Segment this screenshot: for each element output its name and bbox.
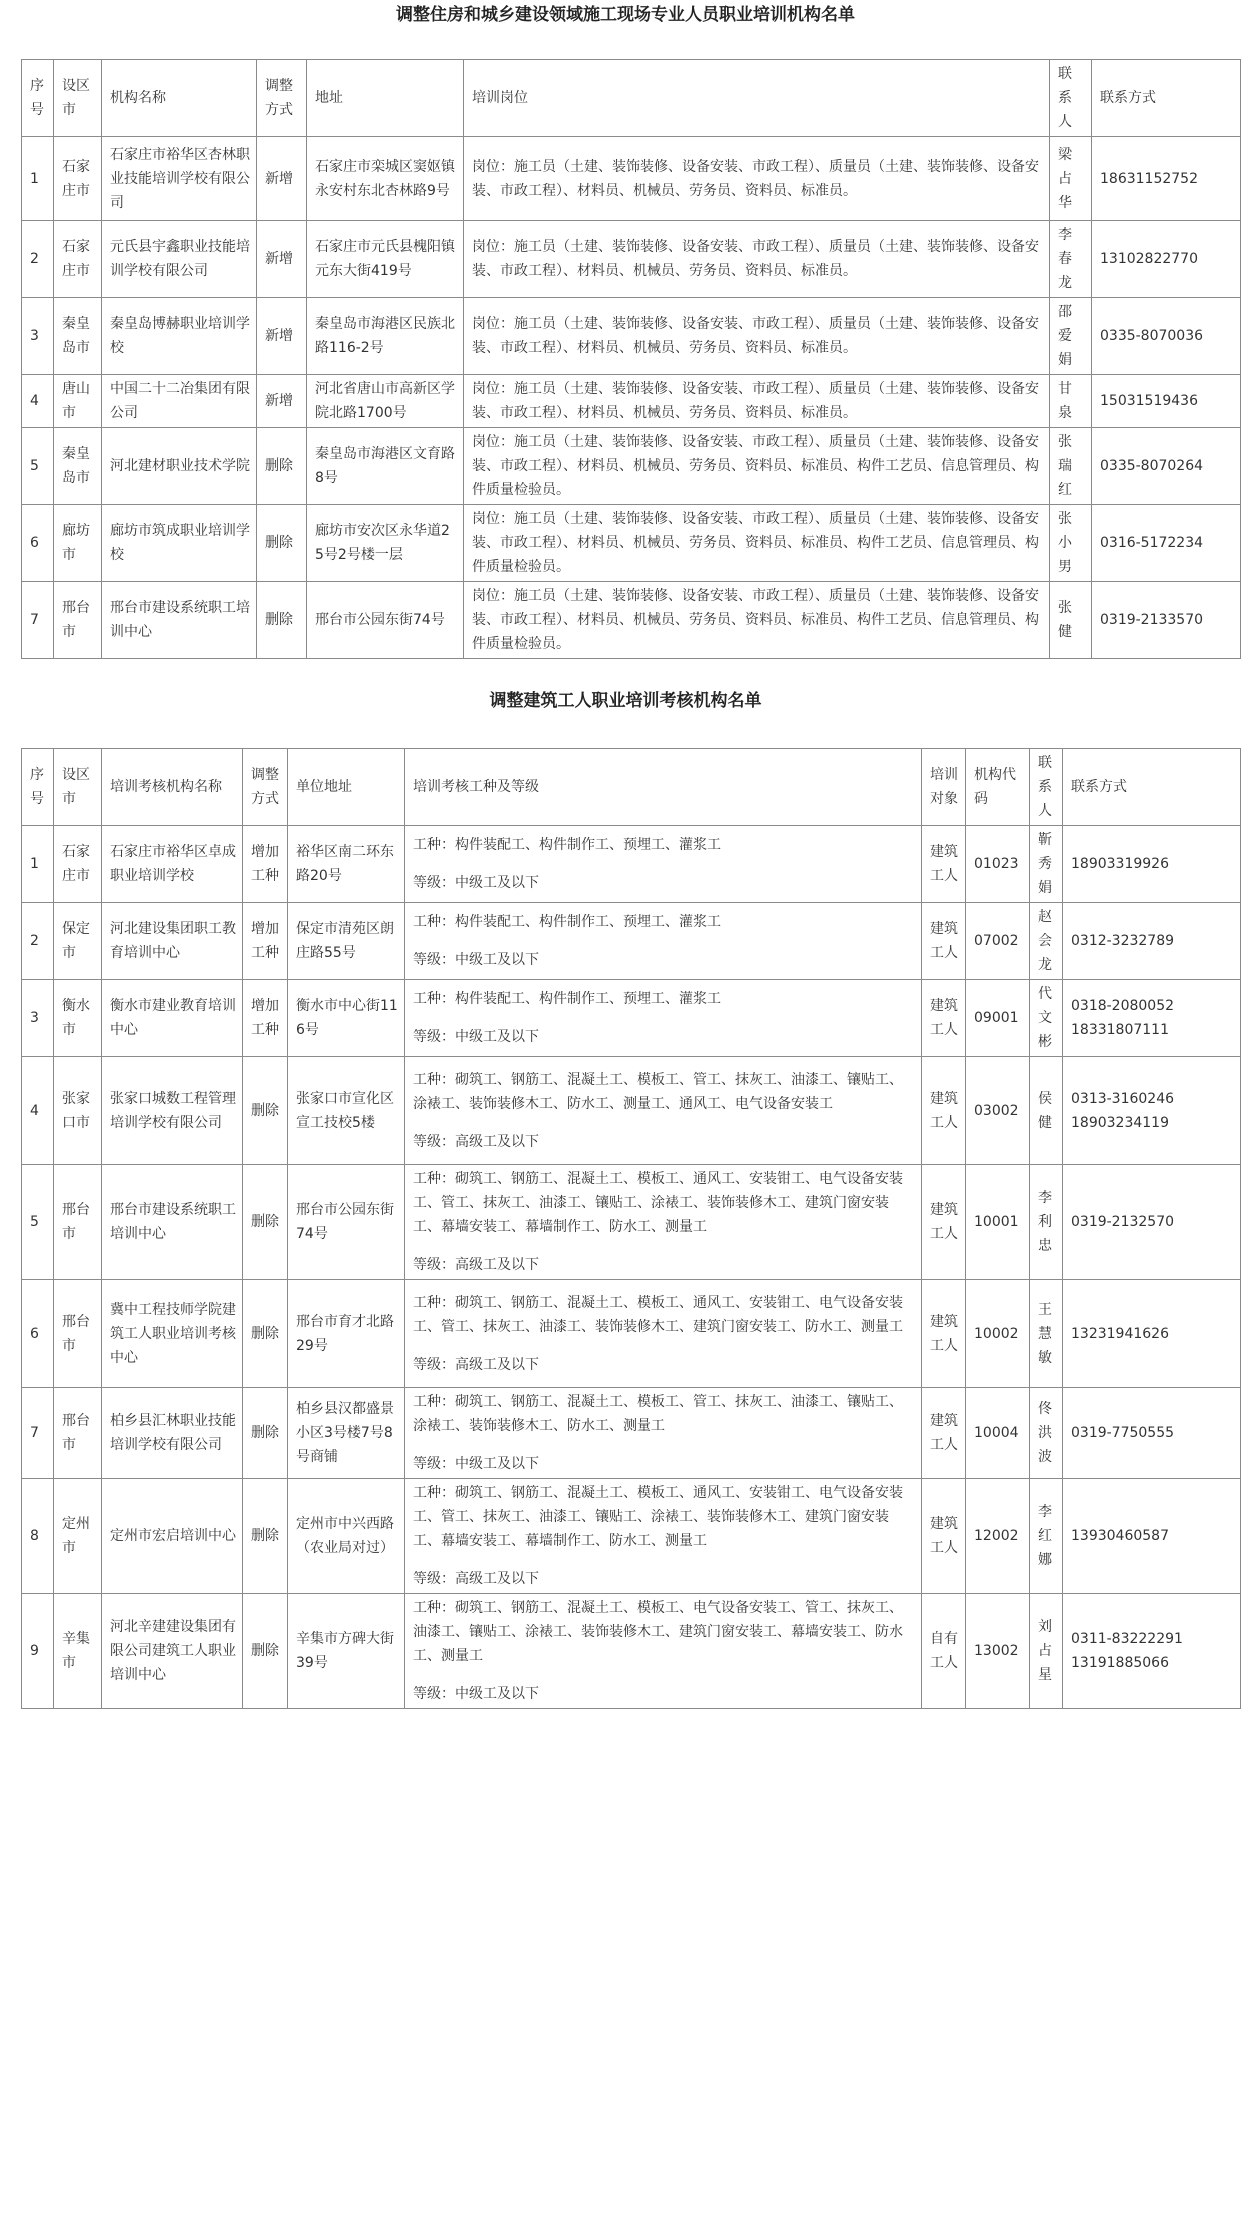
table2-cell: 李红娜 xyxy=(1030,1479,1063,1594)
table2-row xyxy=(22,980,1241,1057)
table2-cell: 衡水市 xyxy=(54,980,102,1057)
table2-cell: 13231941626 xyxy=(1063,1280,1241,1388)
table1-header-cell: 联系方式 xyxy=(1092,60,1241,137)
table1-cell: 秦皇岛市海港区民族北路116-2号 xyxy=(307,298,464,375)
table2-cell: 张家口市 xyxy=(54,1057,102,1165)
table2-cell: 删除 xyxy=(243,1057,288,1165)
table1-row xyxy=(22,505,1241,582)
table2-cell xyxy=(1063,1057,1241,1165)
table1-cell: 3 xyxy=(22,298,54,375)
table1-header-cell: 地址 xyxy=(307,60,464,137)
table1-cell: 梁占华 xyxy=(1050,137,1092,221)
cell-line: 工种：砌筑工、钢筋工、混凝土工、模板工、管工、抹灰工、油漆工、镶贴工、涂裱工、装饰装修木工、防水工、测量工 xyxy=(413,1394,903,1434)
table1-cell: 新增 xyxy=(257,298,307,375)
table2-cell: 柏乡县汇林职业技能培训学校有限公司 xyxy=(102,1388,243,1479)
table2-cell: 建筑工人 xyxy=(922,903,966,980)
cell-line: 工种：构件装配工、构件制作工、预埋工、灌浆工 xyxy=(413,991,721,1007)
table2-header-cell: 序号 xyxy=(22,749,54,826)
table2-row xyxy=(22,1057,1241,1165)
table1-cell: 删除 xyxy=(257,582,307,659)
table2-cell: 冀中工程技师学院建筑工人职业培训考核中心 xyxy=(102,1280,243,1388)
table2-cell: 衡水市中心街116号 xyxy=(288,980,405,1057)
table1-cell: 邢台市 xyxy=(54,582,102,659)
table1-cell: 元氏县宇鑫职业技能培训学校有限公司 xyxy=(102,221,257,298)
table2-cell: 09001 xyxy=(966,980,1030,1057)
table1-cell: 岗位：施工员（土建、装饰装修、设备安装、市政工程）、质量员（土建、装饰装修、设备安装、市政工程）、材料员、机械员、劳务员、资料员、标准员、构件工艺员、信息管理员、构件质量检验员。 xyxy=(464,582,1050,659)
table2-cell: 邢台市 xyxy=(54,1388,102,1479)
cell-line: 等级：中级工及以下 xyxy=(413,1686,539,1702)
table2-cell: 6 xyxy=(22,1280,54,1388)
table1-cell: 18631152752 xyxy=(1092,137,1241,221)
table2-cell xyxy=(405,826,922,903)
table2-cell: 建筑工人 xyxy=(922,826,966,903)
table2-cell: 代文彬 xyxy=(1030,980,1063,1057)
table2-cell: 王慧敏 xyxy=(1030,1280,1063,1388)
table1-cell: 秦皇岛博赫职业培训学校 xyxy=(102,298,257,375)
table2-cell: 保定市 xyxy=(54,903,102,980)
table2-cell: 删除 xyxy=(243,1594,288,1709)
line-gap xyxy=(413,1239,915,1253)
table1-cell: 删除 xyxy=(257,505,307,582)
table1-cell: 石家庄市裕华区杏林职业技能培训学校有限公司 xyxy=(102,137,257,221)
table2-header-cell: 联系人 xyxy=(1030,749,1063,826)
table2-cell xyxy=(405,1594,922,1709)
table2-cell: 李利忠 xyxy=(1030,1165,1063,1280)
table1-cell: 河北建材职业技术学院 xyxy=(102,428,257,505)
table2-cell: 10001 xyxy=(966,1165,1030,1280)
table2-cell: 增加工种 xyxy=(243,826,288,903)
table2-header-cell: 培训考核工种及等级 xyxy=(405,749,922,826)
table2-header-cell: 机构代码 xyxy=(966,749,1030,826)
table2-cell: 0312-3232789 xyxy=(1063,903,1241,980)
line-gap xyxy=(413,1011,915,1025)
cell-line: 工种：砌筑工、钢筋工、混凝土工、模板工、电气设备安装工、管工、抹灰工、油漆工、镶贴工、涂裱工、装饰装修木工、建筑门窗安装工、幕墙安装工、防水工、测量工 xyxy=(413,1600,903,1664)
table2-cell: 辛集市 xyxy=(54,1594,102,1709)
cell-line: 等级：高级工及以下 xyxy=(413,1133,539,1150)
table1-cell: 岗位：施工员（土建、装饰装修、设备安装、市政工程）、质量员（土建、装饰装修、设备安装、市政工程）、材料员、机械员、劳务员、资料员、标准员。 xyxy=(464,137,1050,221)
table1-cell: 新增 xyxy=(257,137,307,221)
training-institutions-table xyxy=(21,59,1241,659)
cell-line: 等级：高级工及以下 xyxy=(413,1571,539,1587)
table2-cell: 定州市宏启培训中心 xyxy=(102,1479,243,1594)
table2-cell xyxy=(405,1388,922,1479)
cell-line: 13191885066 xyxy=(1071,1655,1169,1671)
table2-cell: 增加工种 xyxy=(243,980,288,1057)
cell-line: 工种：砌筑工、钢筋工、混凝土工、模板工、通风工、安装钳工、电气设备安装工、管工、抹灰工、油漆工、镶贴工、涂裱工、装饰装修木工、建筑门窗安装工、幕墙安装工、幕墙制作工、防水工、测量工 xyxy=(413,1485,903,1549)
table1-row xyxy=(22,582,1241,659)
cell-line: 18331807111 xyxy=(1071,1022,1169,1038)
table1-cell: 河北省唐山市高新区学院北路1700号 xyxy=(307,375,464,428)
table2-header-cell: 调整方式 xyxy=(243,749,288,826)
table2-cell: 张家口市宣化区宣工技校5楼 xyxy=(288,1057,405,1165)
table1-cell: 张健 xyxy=(1050,582,1092,659)
table1-cell: 李春龙 xyxy=(1050,221,1092,298)
cell-line: 等级：中级工及以下 xyxy=(413,875,539,891)
table1-cell: 甘泉 xyxy=(1050,375,1092,428)
cell-line: 等级：高级工及以下 xyxy=(413,1356,539,1373)
table2-cell: 7 xyxy=(22,1388,54,1479)
cell-line: 等级：中级工及以下 xyxy=(413,1029,539,1045)
table1-header-cell: 调整方式 xyxy=(257,60,307,137)
table2-cell: 裕华区南二环东路20号 xyxy=(288,826,405,903)
table2-cell: 删除 xyxy=(243,1280,288,1388)
table2-cell: 河北辛建建设集团有限公司建筑工人职业培训中心 xyxy=(102,1594,243,1709)
table1-cell: 张瑞红 xyxy=(1050,428,1092,505)
cell-line: 等级：高级工及以下 xyxy=(413,1257,539,1273)
table2-header-cell: 单位地址 xyxy=(288,749,405,826)
table1-cell: 秦皇岛市 xyxy=(54,428,102,505)
table1-row xyxy=(22,428,1241,505)
table2-cell: 10004 xyxy=(966,1388,1030,1479)
table2-cell xyxy=(405,1165,922,1280)
table1-row xyxy=(22,375,1241,428)
table2-cell: 建筑工人 xyxy=(922,980,966,1057)
table1-cell: 新增 xyxy=(257,221,307,298)
table2-cell: 柏乡县汉都盛景小区3号楼7号8号商铺 xyxy=(288,1388,405,1479)
table2-cell: 建筑工人 xyxy=(922,1165,966,1280)
table2-cell: 靳秀娟 xyxy=(1030,826,1063,903)
table1-cell: 0335-8070264 xyxy=(1092,428,1241,505)
table2-cell: 自有工人 xyxy=(922,1594,966,1709)
table1-row xyxy=(22,137,1241,221)
table1-cell: 2 xyxy=(22,221,54,298)
table2-cell: 刘占星 xyxy=(1030,1594,1063,1709)
table1-cell: 1 xyxy=(22,137,54,221)
table2-row xyxy=(22,903,1241,980)
table1-header-cell: 联系人 xyxy=(1050,60,1092,137)
line-gap xyxy=(413,1339,915,1353)
table2-row xyxy=(22,1594,1241,1709)
table1-cell: 廊坊市安次区永华道25号2号楼一层 xyxy=(307,505,464,582)
table1-header-cell: 序号 xyxy=(22,60,54,137)
table2-cell xyxy=(1063,1594,1241,1709)
table2-cell: 10002 xyxy=(966,1280,1030,1388)
table1-cell: 邢台市公园东街74号 xyxy=(307,582,464,659)
table1-cell: 廊坊市筑成职业培训学校 xyxy=(102,505,257,582)
table2-header-cell: 培训考核机构名称 xyxy=(102,749,243,826)
table1-cell: 石家庄市 xyxy=(54,221,102,298)
table1-cell: 石家庄市栾城区窦妪镇永安村东北杏林路9号 xyxy=(307,137,464,221)
table1-cell: 7 xyxy=(22,582,54,659)
table1-cell: 删除 xyxy=(257,428,307,505)
table2-cell: 建筑工人 xyxy=(922,1479,966,1594)
cell-line: 等级：中级工及以下 xyxy=(413,1456,539,1472)
table1-cell: 邵爱娟 xyxy=(1050,298,1092,375)
table1-cell: 新增 xyxy=(257,375,307,428)
table1-cell: 0335-8070036 xyxy=(1092,298,1241,375)
table2-cell: 建筑工人 xyxy=(922,1057,966,1165)
cell-line: 工种：构件装配工、构件制作工、预埋工、灌浆工 xyxy=(413,914,721,930)
line-gap xyxy=(413,1668,915,1682)
table2-cell: 石家庄市裕华区卓成职业培训学校 xyxy=(102,826,243,903)
table2-cell: 河北建设集团职工教育培训中心 xyxy=(102,903,243,980)
table2-cell: 删除 xyxy=(243,1479,288,1594)
table2-title: 调整建筑工人职业培训考核机构名单 xyxy=(489,691,762,711)
table2-cell: 辛集市方碑大街39号 xyxy=(288,1594,405,1709)
table1-cell: 13102822770 xyxy=(1092,221,1241,298)
table2-header-cell: 培训对象 xyxy=(922,749,966,826)
table1-cell: 秦皇岛市 xyxy=(54,298,102,375)
table2-cell: 删除 xyxy=(243,1388,288,1479)
table1-cell: 岗位：施工员（土建、装饰装修、设备安装、市政工程）、质量员（土建、装饰装修、设备安装、市政工程）、材料员、机械员、劳务员、资料员、标准员、构件工艺员、信息管理员、构件质量检验员。 xyxy=(464,505,1050,582)
table2-header-cell: 设区市 xyxy=(54,749,102,826)
table1-cell: 石家庄市元氏县槐阳镇元东大街419号 xyxy=(307,221,464,298)
table1-cell: 秦皇岛市海港区文育路8号 xyxy=(307,428,464,505)
cell-line: 工种：砌筑工、钢筋工、混凝土工、模板工、通风工、安装钳工、电气设备安装工、管工、抹灰工、油漆工、装饰装修木工、建筑门窗安装工、防水工、测量工 xyxy=(413,1294,903,1335)
cell-line: 0311-83222291 xyxy=(1071,1631,1183,1647)
table1-row xyxy=(22,221,1241,298)
cell-line: 工种：砌筑工、钢筋工、混凝土工、模板工、管工、抹灰工、油漆工、镶贴工、涂裱工、装饰装修木工、防水工、测量工、通风工、电气设备安装工 xyxy=(413,1071,903,1112)
table2-row xyxy=(22,1165,1241,1280)
table2-cell: 8 xyxy=(22,1479,54,1594)
line-gap xyxy=(413,1553,915,1567)
table2-cell xyxy=(1063,980,1241,1057)
table1-cell: 岗位：施工员（土建、装饰装修、设备安装、市政工程）、质量员（土建、装饰装修、设备安装、市政工程）、材料员、机械员、劳务员、资料员、标准员。 xyxy=(464,375,1050,428)
table1-cell: 4 xyxy=(22,375,54,428)
table2-cell: 邢台市公园东街74号 xyxy=(288,1165,405,1280)
table2-cell: 邢台市 xyxy=(54,1280,102,1388)
table1-cell: 6 xyxy=(22,505,54,582)
table1-cell: 廊坊市 xyxy=(54,505,102,582)
table2-cell: 张家口城数工程管理培训学校有限公司 xyxy=(102,1057,243,1165)
table1-cell: 5 xyxy=(22,428,54,505)
table2-cell: 18903319926 xyxy=(1063,826,1241,903)
table2-cell: 3 xyxy=(22,980,54,1057)
table1-cell: 岗位：施工员（土建、装饰装修、设备安装、市政工程）、质量员（土建、装饰装修、设备安装、市政工程）、材料员、机械员、劳务员、资料员、标准员、构件工艺员、信息管理员、构件质量检验员。 xyxy=(464,428,1050,505)
table2-cell xyxy=(405,1280,922,1388)
table2-cell: 邢台市建设系统职工培训中心 xyxy=(102,1165,243,1280)
table2-cell: 定州市中兴西路（农业局对过） xyxy=(288,1479,405,1594)
table2-cell: 衡水市建业教育培训中心 xyxy=(102,980,243,1057)
table1-cell: 唐山市 xyxy=(54,375,102,428)
table1-cell: 0319-2133570 xyxy=(1092,582,1241,659)
table2-cell: 增加工种 xyxy=(243,903,288,980)
table2-cell: 定州市 xyxy=(54,1479,102,1594)
table1-row xyxy=(22,298,1241,375)
line-gap xyxy=(413,1116,915,1130)
table2-header-row xyxy=(22,749,1241,826)
table2-row xyxy=(22,1479,1241,1594)
table1-cell: 岗位：施工员（土建、装饰装修、设备安装、市政工程）、质量员（土建、装饰装修、设备安装、市政工程）、材料员、机械员、劳务员、资料员、标准员。 xyxy=(464,298,1050,375)
table1-cell: 15031519436 xyxy=(1092,375,1241,428)
table2-cell: 侯健 xyxy=(1030,1057,1063,1165)
table2-cell xyxy=(405,1479,922,1594)
table2-cell: 01023 xyxy=(966,826,1030,903)
table1-header-cell: 培训岗位 xyxy=(464,60,1050,137)
table1-cell: 邢台市建设系统职工培训中心 xyxy=(102,582,257,659)
table2-cell: 0319-7750555 xyxy=(1063,1388,1241,1479)
table1-cell: 石家庄市 xyxy=(54,137,102,221)
table1-cell: 中国二十二冶集团有限公司 xyxy=(102,375,257,428)
table2-cell: 1 xyxy=(22,826,54,903)
table1-cell: 张小男 xyxy=(1050,505,1092,582)
table2-row xyxy=(22,1388,1241,1479)
table2-cell: 13930460587 xyxy=(1063,1479,1241,1594)
table2-cell: 删除 xyxy=(243,1165,288,1280)
table2-cell: 建筑工人 xyxy=(922,1388,966,1479)
table2-cell: 5 xyxy=(22,1165,54,1280)
table2-cell: 07002 xyxy=(966,903,1030,980)
table1-title: 调整住房和城乡建设领域施工现场专业人员职业培训机构名单 xyxy=(396,5,855,25)
table2-cell: 石家庄市 xyxy=(54,826,102,903)
line-gap xyxy=(413,934,915,948)
table1-cell: 岗位：施工员（土建、装饰装修、设备安装、市政工程）、质量员（土建、装饰装修、设备安装、市政工程）、材料员、机械员、劳务员、资料员、标准员。 xyxy=(464,221,1050,298)
table2-cell: 赵会龙 xyxy=(1030,903,1063,980)
table2-cell xyxy=(405,980,922,1057)
table2-cell xyxy=(405,1057,922,1165)
table2-cell: 4 xyxy=(22,1057,54,1165)
table2-cell: 2 xyxy=(22,903,54,980)
table2-cell: 03002 xyxy=(966,1057,1030,1165)
table1-header-row xyxy=(22,60,1241,137)
line-gap xyxy=(413,1438,915,1452)
table2-row xyxy=(22,826,1241,903)
cell-line: 0318-2080052 xyxy=(1071,998,1175,1014)
table2-cell: 佟洪波 xyxy=(1030,1388,1063,1479)
table2-header-cell: 联系方式 xyxy=(1063,749,1241,826)
cell-line: 等级：中级工及以下 xyxy=(413,952,539,968)
cell-line: 18903234119 xyxy=(1071,1114,1169,1131)
table2-cell: 13002 xyxy=(966,1594,1030,1709)
table2-cell: 邢台市育才北路29号 xyxy=(288,1280,405,1388)
line-gap xyxy=(413,857,915,871)
table1-cell: 0316-5172234 xyxy=(1092,505,1241,582)
cell-line: 工种：砌筑工、钢筋工、混凝土工、模板工、通风工、安装钳工、电气设备安装工、管工、抹灰工、油漆工、镶贴工、涂裱工、装饰装修木工、建筑门窗安装工、幕墙安装工、幕墙制作工、防水工、测量工 xyxy=(413,1171,903,1235)
table2-cell xyxy=(405,903,922,980)
table2-cell: 保定市清苑区朗庄路55号 xyxy=(288,903,405,980)
table1-header-cell: 设区市 xyxy=(54,60,102,137)
table2-cell: 9 xyxy=(22,1594,54,1709)
table1-header-cell: 机构名称 xyxy=(102,60,257,137)
table2-cell: 12002 xyxy=(966,1479,1030,1594)
cell-line: 工种：构件装配工、构件制作工、预埋工、灌浆工 xyxy=(413,837,721,853)
table2-cell: 0319-2132570 xyxy=(1063,1165,1241,1280)
assessment-institutions-table xyxy=(21,748,1241,1709)
cell-line: 0313-3160246 xyxy=(1071,1090,1175,1107)
table2-cell: 邢台市 xyxy=(54,1165,102,1280)
table2-cell: 建筑工人 xyxy=(922,1280,966,1388)
table2-row xyxy=(22,1280,1241,1388)
